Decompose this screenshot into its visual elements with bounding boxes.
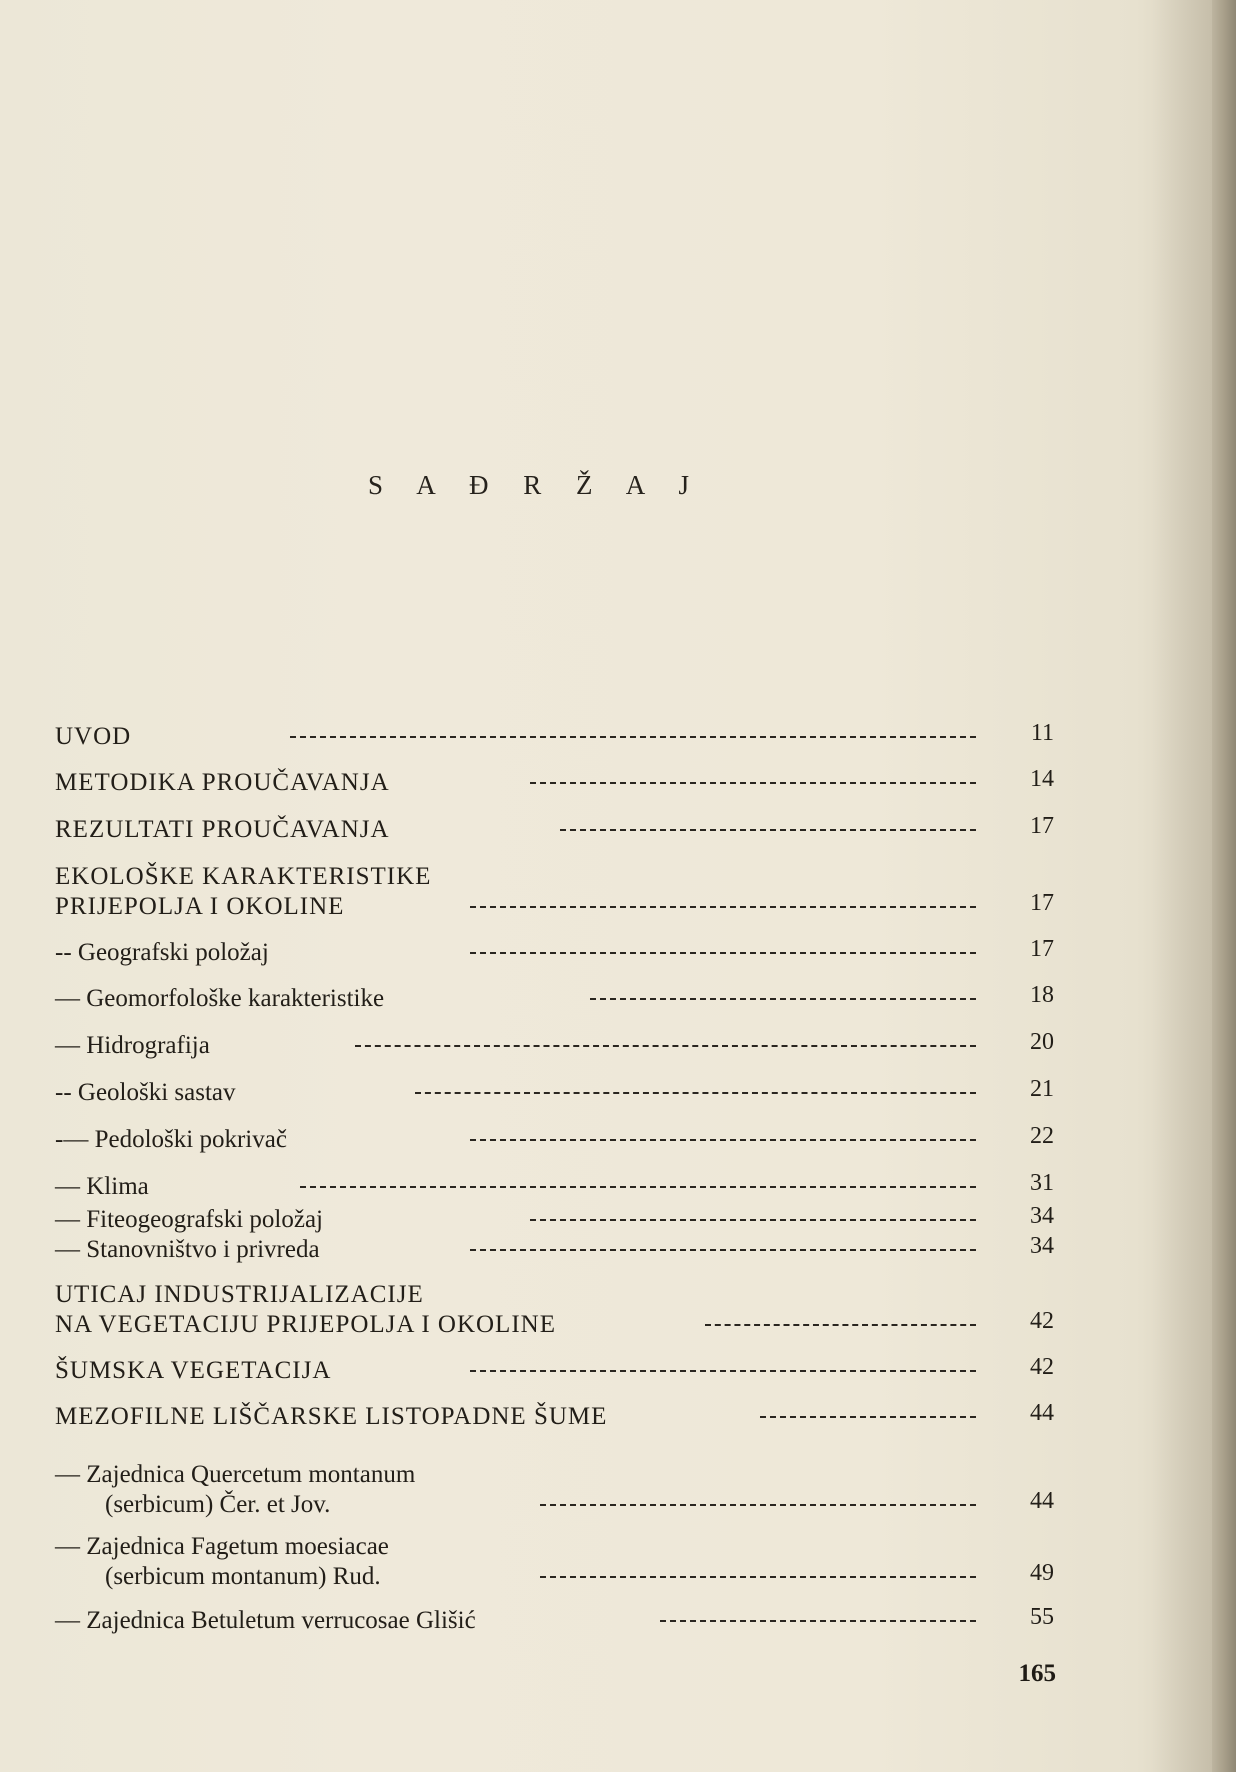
toc-entry-title: UTICAJ INDUSTRIJALIZACIJE (55, 1281, 424, 1308)
toc-entry-title: -— Pedološki pokrivač (55, 1126, 287, 1153)
dot-leader (355, 1045, 976, 1047)
toc-entry-title: MEZOFILNE LIŠČARSKE LISTOPADNE ŠUME (55, 1403, 608, 1430)
toc-entry-title: NA VEGETACIJU PRIJEPOLJA I OKOLINE (55, 1311, 556, 1338)
contents-heading: S A Đ R Ž A J (368, 470, 704, 500)
toc-entry-title: — Stanovništvo i privreda (55, 1236, 320, 1263)
toc-entry-title: METODIKA PROUČAVANJA (55, 769, 390, 796)
dot-leader (540, 1576, 976, 1578)
toc-page-number: 55 (1030, 1604, 1054, 1630)
toc-page-number: 18 (1030, 982, 1054, 1008)
toc-entry-title: — Zajednica Fagetum moesiacae (55, 1533, 389, 1560)
toc-page-number: 44 (1030, 1400, 1054, 1426)
toc-page-number: 17 (1030, 813, 1054, 839)
toc-entry-title: — Zajednica Quercetum montanum (55, 1461, 416, 1488)
toc-page-number: 21 (1030, 1076, 1054, 1102)
toc-page-number: 42 (1030, 1308, 1054, 1334)
dot-leader (530, 782, 976, 784)
toc-page-number: 49 (1030, 1560, 1054, 1586)
dot-leader (415, 1092, 976, 1094)
toc-entry-title: (serbicum) Čer. et Jov. (105, 1491, 331, 1518)
toc-page-number: 17 (1030, 936, 1054, 962)
dot-leader (590, 998, 976, 1000)
dot-leader (470, 1249, 976, 1251)
toc-page-number: 20 (1030, 1029, 1054, 1055)
toc-entry-title: ŠUMSKA VEGETACIJA (55, 1357, 332, 1384)
toc-entry-title: EKOLOŠKE KARAKTERISTIKE (55, 863, 432, 890)
toc-entry-title: — Geomorfološke karakteristike (55, 985, 385, 1012)
toc-page-number: 42 (1030, 1354, 1054, 1380)
dot-leader (470, 906, 976, 908)
toc-entry-title: — Zajednica Betuletum verrucosae Glišić (55, 1607, 476, 1634)
dot-leader (300, 1186, 976, 1188)
toc-entry-title: — Hidrografija (55, 1032, 210, 1059)
toc-entry-title: UVOD (55, 723, 132, 750)
toc-page-number: 34 (1030, 1233, 1054, 1259)
dot-leader (470, 952, 976, 954)
toc-page-number: 14 (1030, 766, 1054, 792)
toc-entry-title: -- Geografski položaj (55, 939, 269, 966)
page-number: 165 (1018, 1660, 1056, 1687)
toc-entry-title: PRIJEPOLJA I OKOLINE (55, 893, 345, 920)
toc-page-number: 11 (1030, 720, 1054, 746)
toc-entry-title: (serbicum montanum) Rud. (105, 1563, 381, 1590)
dot-leader (705, 1324, 976, 1326)
dot-leader (760, 1416, 976, 1418)
dot-leader (290, 736, 976, 738)
toc-entry-title: -- Geološki sastav (55, 1079, 236, 1106)
toc-page-number: 22 (1030, 1123, 1054, 1149)
toc-page-number: 44 (1030, 1488, 1054, 1514)
dot-leader (660, 1620, 976, 1622)
toc-entry-title: — Klima (55, 1173, 149, 1200)
toc-page-number: 34 (1030, 1203, 1054, 1229)
toc-page-number: 17 (1030, 890, 1054, 916)
dot-leader (560, 829, 976, 831)
toc-entry-title: — Fiteogeografski položaj (55, 1206, 323, 1233)
toc-page-number: 31 (1030, 1170, 1054, 1196)
toc-entry-title: REZULTATI PROUČAVANJA (55, 816, 390, 843)
dot-leader (470, 1139, 976, 1141)
dot-leader (470, 1370, 976, 1372)
dot-leader (540, 1504, 976, 1506)
dot-leader (530, 1219, 976, 1221)
